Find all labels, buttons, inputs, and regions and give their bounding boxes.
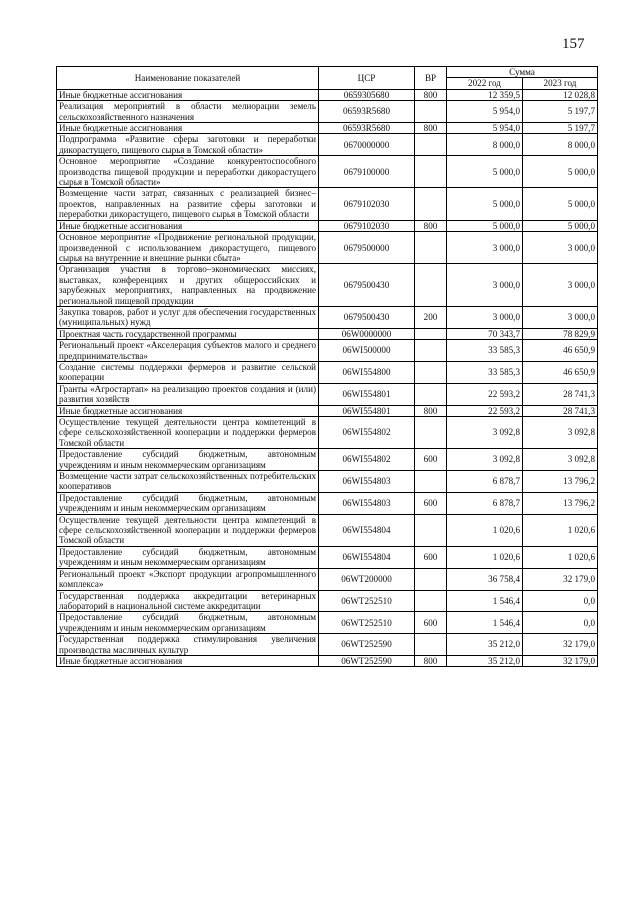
table-row: [57, 492, 598, 514]
row-name: Региональный проект «Акселерация субъектов малого и среднего предпринимательства»: [57, 340, 319, 362]
table-row: [57, 568, 598, 590]
table-body: [57, 89, 598, 667]
header-year-2023: 2023 год: [523, 78, 598, 89]
row-vr: [415, 514, 447, 546]
row-value-2022: 6 878,7: [447, 492, 523, 514]
row-name: Основное мероприятие «Продвижение региональной продукции, произведенной с использованием дикорастущего, пищевого сырья на внутренние и внешние рынки сбыта»: [57, 232, 319, 264]
row-csr: 06WT200000: [319, 568, 415, 590]
row-csr: 06WI554801: [319, 405, 415, 416]
table-row: [57, 361, 598, 383]
row-name: Осуществление текущей деятельности центра компетенций в сфере сельскохозяйственной кооперации и поддержки фермеров Томской области: [57, 417, 319, 449]
header-vr: ВР: [415, 67, 447, 90]
row-csr: 06W0000000: [319, 328, 415, 339]
row-value-2022: 5 000,0: [447, 188, 523, 220]
row-name: Иные бюджетные ассигнования: [57, 220, 319, 231]
row-csr: 0679500430: [319, 306, 415, 328]
row-value-2022: 22 593,2: [447, 405, 523, 416]
row-name: Гранты «Агростартап» на реализацию проектов создания и (или) развития хозяйств: [57, 383, 319, 405]
row-name: Предоставление субсидий бюджетным, автономным учреждениям и иным некоммерческим организациям: [57, 492, 319, 514]
row-value-2023: 28 741,3: [523, 405, 598, 416]
row-vr: 600: [415, 612, 447, 634]
row-name: Иные бюджетные ассигнования: [57, 123, 319, 134]
table-row: [57, 264, 598, 307]
row-vr: [415, 590, 447, 612]
row-csr: 06WI554802: [319, 417, 415, 449]
row-value-2023: 5 000,0: [523, 188, 598, 220]
row-csr: 06WT252510: [319, 590, 415, 612]
row-value-2023: 13 796,2: [523, 492, 598, 514]
table-row: [57, 612, 598, 634]
row-csr: 0679500430: [319, 264, 415, 307]
row-csr: 0679500000: [319, 232, 415, 264]
row-vr: [415, 264, 447, 307]
row-csr: 06593R5680: [319, 123, 415, 134]
table-row: [57, 232, 598, 264]
row-vr: [415, 101, 447, 123]
row-csr: 0659305680: [319, 89, 415, 100]
row-csr: 06WT252590: [319, 655, 415, 666]
row-vr: 600: [415, 546, 447, 568]
row-value-2022: 3 092,8: [447, 417, 523, 449]
row-csr: 06WI554804: [319, 546, 415, 568]
row-value-2022: 35 212,0: [447, 655, 523, 666]
row-name: Предоставление субсидий бюджетным, автономным учреждениям и иным некоммерческим организациям: [57, 449, 319, 471]
row-csr: 06WI554803: [319, 492, 415, 514]
row-vr: [415, 417, 447, 449]
row-value-2023: 3 000,0: [523, 232, 598, 264]
row-value-2022: 3 000,0: [447, 232, 523, 264]
row-value-2023: 0,0: [523, 590, 598, 612]
row-value-2022: 35 212,0: [447, 634, 523, 656]
row-vr: 200: [415, 306, 447, 328]
row-name: Предоставление субсидий бюджетным, автономным учреждениям и иным некоммерческим организациям: [57, 612, 319, 634]
row-name: Иные бюджетные ассигнования: [57, 655, 319, 666]
table-row: [57, 134, 598, 156]
row-vr: 600: [415, 449, 447, 471]
row-value-2022: 33 585,3: [447, 340, 523, 362]
row-value-2022: 5 954,0: [447, 123, 523, 134]
row-name: Государственная поддержка аккредитации ветеринарных лабораторий в национальной системе аккредитации: [57, 590, 319, 612]
row-vr: 800: [415, 655, 447, 666]
row-value-2023: 5 197,7: [523, 123, 598, 134]
row-value-2022: 33 585,3: [447, 361, 523, 383]
table-row: [57, 188, 598, 220]
row-name: Организация участия в торгово–экономических миссиях, выставках, конференциях и других общероссийских и зарубежных мероприятиях, направленных на продвижение региональной пищевой продукции: [57, 264, 319, 307]
row-csr: 0679102030: [319, 220, 415, 231]
table-row: [57, 156, 598, 188]
row-vr: [415, 328, 447, 339]
row-value-2023: 78 829,9: [523, 328, 598, 339]
row-vr: [415, 568, 447, 590]
row-value-2023: 12 028,8: [523, 89, 598, 100]
row-value-2023: 3 000,0: [523, 264, 598, 307]
row-csr: 0679100000: [319, 156, 415, 188]
row-vr: [415, 188, 447, 220]
row-vr: [415, 634, 447, 656]
table-row: [57, 340, 598, 362]
table-row: [57, 123, 598, 134]
table-row: [57, 220, 598, 231]
row-value-2023: 32 179,0: [523, 655, 598, 666]
table-row: [57, 405, 598, 416]
row-value-2023: 13 796,2: [523, 471, 598, 493]
row-vr: [415, 134, 447, 156]
row-csr: 06WI554802: [319, 449, 415, 471]
row-csr: 06WT252510: [319, 612, 415, 634]
row-value-2023: 32 179,0: [523, 634, 598, 656]
row-value-2022: 3 092,8: [447, 449, 523, 471]
table-row: [57, 634, 598, 656]
row-value-2022: 6 878,7: [447, 471, 523, 493]
header-year-2022: 2022 год: [447, 78, 523, 89]
row-value-2022: 1 020,6: [447, 514, 523, 546]
row-vr: [415, 156, 447, 188]
row-name: Иные бюджетные ассигнования: [57, 89, 319, 100]
row-vr: 800: [415, 123, 447, 134]
row-csr: 06WI500000: [319, 340, 415, 362]
row-vr: [415, 383, 447, 405]
row-value-2022: 8 000,0: [447, 134, 523, 156]
table-row: [57, 471, 598, 493]
row-value-2023: 32 179,0: [523, 568, 598, 590]
row-vr: 800: [415, 405, 447, 416]
row-csr: 06WI554801: [319, 383, 415, 405]
table-row: [57, 328, 598, 339]
row-value-2022: 1 546,4: [447, 612, 523, 634]
row-name: Возмещение части затрат сельскохозяйственных потребительских кооперативов: [57, 471, 319, 493]
row-name: Государственная поддержка стимулирования увеличения производства масличных культур: [57, 634, 319, 656]
table-row: [57, 514, 598, 546]
row-vr: 800: [415, 89, 447, 100]
row-value-2022: 70 343,7: [447, 328, 523, 339]
row-name: Региональный проект «Экспорт продукции агропромышленного комплекса»: [57, 568, 319, 590]
row-value-2023: 5 000,0: [523, 220, 598, 231]
row-value-2023: 3 000,0: [523, 306, 598, 328]
row-value-2022: 5 000,0: [447, 220, 523, 231]
header-sum: Сумма: [447, 67, 598, 78]
row-value-2022: 5 000,0: [447, 156, 523, 188]
page-number: 157: [562, 36, 585, 52]
row-value-2023: 3 092,8: [523, 417, 598, 449]
row-vr: [415, 471, 447, 493]
row-name: Реализация мероприятий в области мелиорации земель сельскохозяйственного назначения: [57, 101, 319, 123]
row-value-2023: 46 650,9: [523, 340, 598, 362]
budget-table: [56, 66, 598, 667]
row-csr: 06WT252590: [319, 634, 415, 656]
row-csr: 06WI554800: [319, 361, 415, 383]
row-csr: 0670000000: [319, 134, 415, 156]
table-row: [57, 101, 598, 123]
row-name: Закупка товаров, работ и услуг для обеспечения государственных (муниципальных) нужд: [57, 306, 319, 328]
table-row: [57, 417, 598, 449]
row-vr: [415, 361, 447, 383]
row-csr: 06593R5680: [319, 101, 415, 123]
row-value-2023: 5 197,7: [523, 101, 598, 123]
table-row: [57, 590, 598, 612]
row-name: Предоставление субсидий бюджетным, автономным учреждениям и иным некоммерческим организациям: [57, 546, 319, 568]
row-value-2023: 1 020,6: [523, 514, 598, 546]
row-value-2023: 5 000,0: [523, 156, 598, 188]
row-name: Осуществление текущей деятельности центра компетенций в сфере сельскохозяйственной кооперации и поддержки фермеров Томской области: [57, 514, 319, 546]
row-value-2022: 1 020,6: [447, 546, 523, 568]
row-name: Иные бюджетные ассигнования: [57, 405, 319, 416]
row-csr: 06WI554803: [319, 471, 415, 493]
row-value-2022: 22 593,2: [447, 383, 523, 405]
row-vr: 600: [415, 492, 447, 514]
table-row: [57, 546, 598, 568]
row-value-2022: 5 954,0: [447, 101, 523, 123]
row-value-2022: 3 000,0: [447, 306, 523, 328]
row-value-2023: 0,0: [523, 612, 598, 634]
header-name: Наименование показателей: [57, 67, 319, 90]
table-row: [57, 306, 598, 328]
row-value-2022: 1 546,4: [447, 590, 523, 612]
row-vr: [415, 340, 447, 362]
row-csr: 06WI554804: [319, 514, 415, 546]
row-vr: 800: [415, 220, 447, 231]
row-value-2023: 28 741,3: [523, 383, 598, 405]
table-row: [57, 655, 598, 666]
row-value-2022: 36 758,4: [447, 568, 523, 590]
row-vr: [415, 232, 447, 264]
row-value-2023: 1 020,6: [523, 546, 598, 568]
row-name: Возмещение части затрат, связанных с реализацией бизнес–проектов, направленных на развитие сферы заготовки и переработки дикорастущего, пищевого сырья в Томской области: [57, 188, 319, 220]
row-name: Основное мероприятие «Создание конкурентоспособного производства пищевой продукции и переработки дикорастущего сырья в Томской области»: [57, 156, 319, 188]
table-row: [57, 449, 598, 471]
row-csr: 0679102030: [319, 188, 415, 220]
table-row: [57, 383, 598, 405]
row-name: Создание системы поддержки фермеров и развитие сельской кооперации: [57, 361, 319, 383]
row-value-2023: 3 092,8: [523, 449, 598, 471]
row-name: Проектная часть государственной программы: [57, 328, 319, 339]
row-value-2023: 8 000,0: [523, 134, 598, 156]
table-row: [57, 89, 598, 100]
header-csr: ЦСР: [319, 67, 415, 90]
row-name: Подпрограмма «Развитие сферы заготовки и переработки дикорастущего, пищевого сырья в Томской области»: [57, 134, 319, 156]
row-value-2022: 3 000,0: [447, 264, 523, 307]
row-value-2023: 46 650,9: [523, 361, 598, 383]
row-value-2022: 12 359,5: [447, 89, 523, 100]
